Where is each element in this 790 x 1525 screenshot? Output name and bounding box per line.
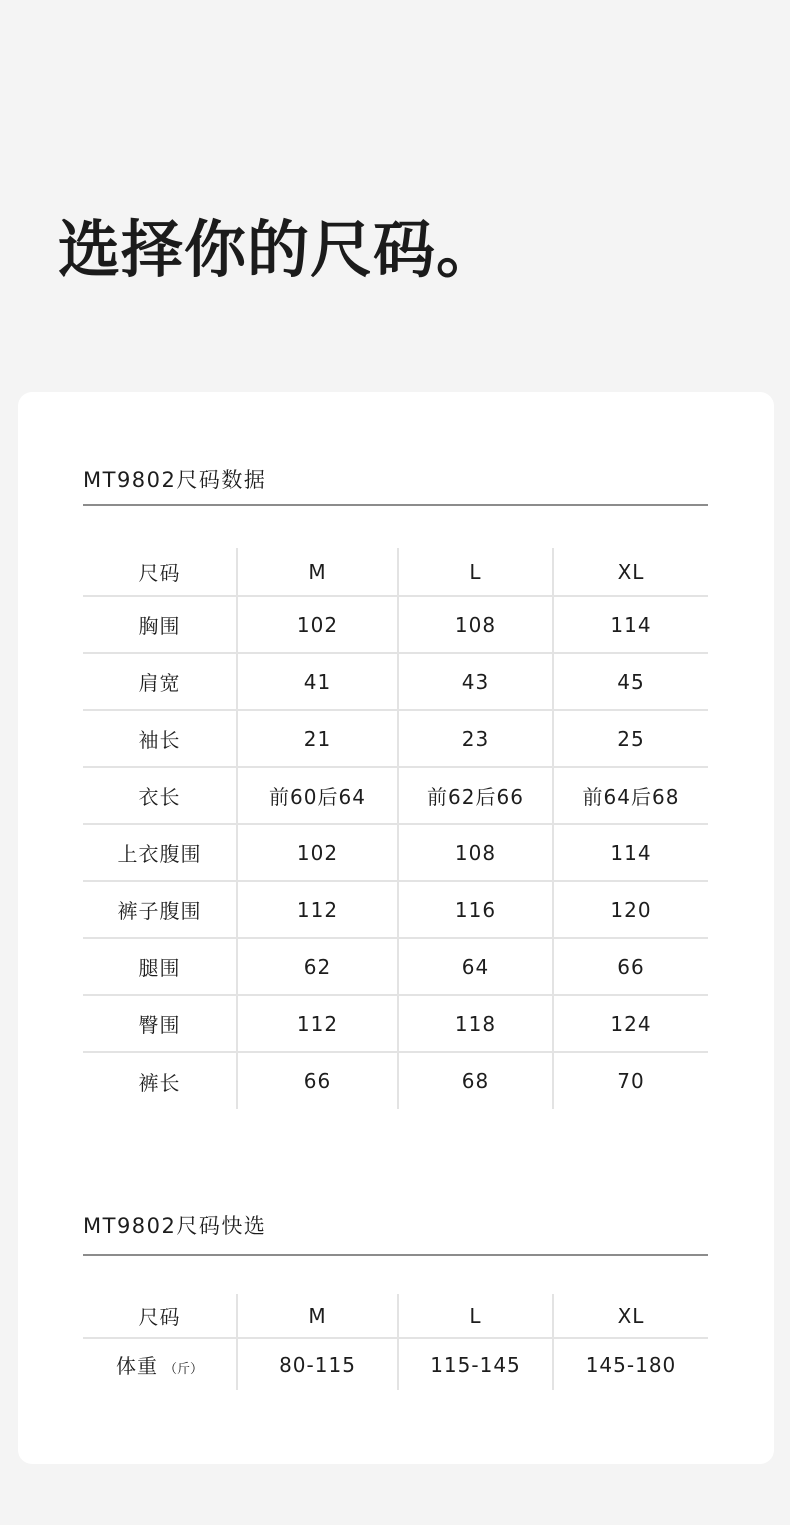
cell-m: 112 — [237, 995, 398, 1052]
cell-xl: 45 — [553, 653, 708, 710]
table-row — [83, 710, 708, 767]
cell-m: 前60后64 — [237, 767, 398, 824]
row-label: 肩宽 — [83, 653, 237, 710]
row-label: 裤子腹围 — [83, 881, 237, 938]
row-label: 腿围 — [83, 938, 237, 995]
table-row — [83, 1052, 708, 1109]
table-row — [83, 938, 708, 995]
cell-m: 112 — [237, 881, 398, 938]
weight-unit: （斤） — [163, 1362, 203, 1377]
row-label: 衣长 — [83, 767, 237, 824]
cell-xl: 145-180 — [553, 1338, 708, 1390]
quick-select-title: MT9802尺码快选 — [83, 1214, 267, 1238]
quick-select-divider — [83, 1254, 708, 1256]
header-cell-m: M — [237, 548, 398, 596]
cell-xl: 25 — [553, 710, 708, 767]
cell-m: 80-115 — [237, 1338, 398, 1390]
cell-xl: 120 — [553, 881, 708, 938]
table-row — [83, 1338, 708, 1390]
cell-m: 41 — [237, 653, 398, 710]
cell-m: 102 — [237, 596, 398, 653]
cell-l: 68 — [398, 1052, 553, 1109]
header-cell-l: L — [398, 1294, 553, 1338]
size-data-table — [83, 548, 708, 1109]
cell-l: 118 — [398, 995, 553, 1052]
cell-l: 108 — [398, 596, 553, 653]
size-card — [18, 392, 774, 1464]
cell-l: 64 — [398, 938, 553, 995]
row-label: 胸围 — [83, 596, 237, 653]
cell-l: 115-145 — [398, 1338, 553, 1390]
table-row — [83, 995, 708, 1052]
header-cell-l: L — [398, 548, 553, 596]
table-row — [83, 596, 708, 653]
row-label: 袖长 — [83, 710, 237, 767]
row-label: 上衣腹围 — [83, 824, 237, 881]
cell-xl: 70 — [553, 1052, 708, 1109]
table-row — [83, 824, 708, 881]
row-label: 体重 — [115, 1354, 158, 1378]
table-header-row — [83, 1294, 708, 1338]
size-data-divider — [83, 504, 708, 506]
cell-xl: 114 — [553, 596, 708, 653]
cell-l: 23 — [398, 710, 553, 767]
table-header-row — [83, 548, 708, 596]
cell-xl: 66 — [553, 938, 708, 995]
row-label-weight — [83, 1338, 237, 1390]
cell-xl: 前64后68 — [553, 767, 708, 824]
table-row — [83, 653, 708, 710]
cell-m: 66 — [237, 1052, 398, 1109]
cell-m: 21 — [237, 710, 398, 767]
cell-xl: 114 — [553, 824, 708, 881]
quick-select-table — [83, 1294, 708, 1390]
header-cell-size: 尺码 — [83, 548, 237, 596]
header-cell-xl: XL — [553, 548, 708, 596]
cell-l: 前62后66 — [398, 767, 553, 824]
cell-l: 108 — [398, 824, 553, 881]
cell-l: 116 — [398, 881, 553, 938]
cell-l: 43 — [398, 653, 553, 710]
table-row — [83, 881, 708, 938]
page-title: 选择你的尺码。 — [58, 213, 500, 286]
cell-m: 62 — [237, 938, 398, 995]
header-cell-m: M — [237, 1294, 398, 1338]
row-label: 裤长 — [138, 1070, 181, 1095]
size-data-title: MT9802尺码数据 — [83, 468, 267, 492]
header-cell-xl: XL — [553, 1294, 708, 1338]
row-label: 臀围 — [83, 995, 237, 1052]
cell-xl: 124 — [553, 995, 708, 1052]
cell-m: 102 — [237, 824, 398, 881]
header-cell-size: 尺码 — [83, 1294, 237, 1338]
table-row — [83, 767, 708, 824]
